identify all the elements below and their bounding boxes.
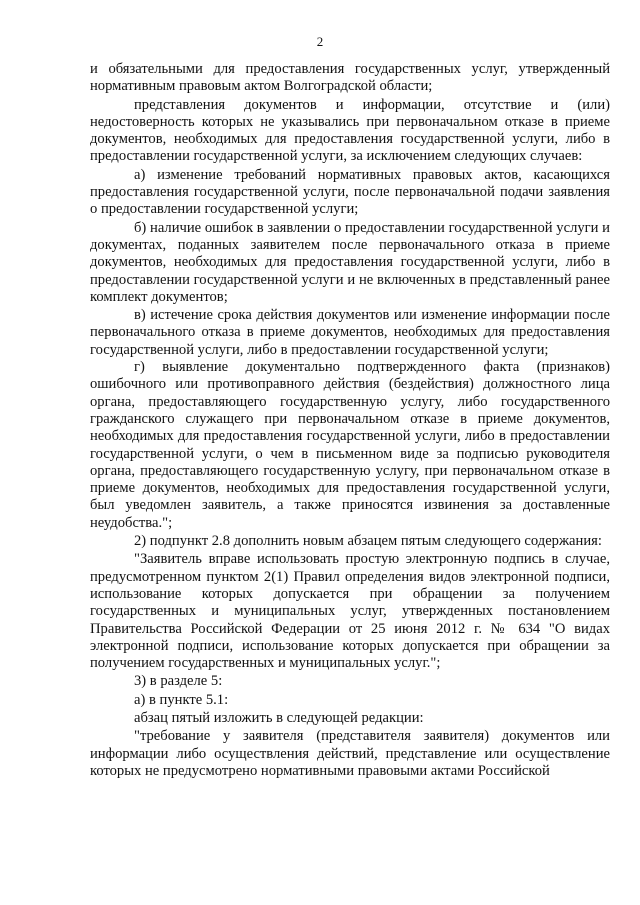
page-number: 2: [316, 34, 324, 49]
paragraph-case-a: а) изменение требований нормативных правовых актов, касающихся предоставления государственной услуги, после первоначальной подачи заявления о предоставлении государственной услуги;: [90, 166, 610, 218]
paragraph-point-5-1: а) в пункте 5.1:: [134, 691, 229, 708]
paragraph-case-v: в) истечение срока действия документов или изменение информации после первоначального отказа в приеме документов, необходимых для предоставления государственной услуги, либо в предоставлении государственной услуги;: [90, 307, 610, 358]
paragraph-documents-information: представления документов и информации, отсутствие и (или) недостоверность которых не указывались при первоначальном отказе в приеме документов, необходимых для предоставления государственной услуги, либо в предоставлении государственной услуги, за исключением следующих случаев:: [90, 96, 610, 165]
document-body: [90, 61, 610, 780]
paragraph-case-b: б) наличие ошибок в заявлении о предоставлении государственной услуги и документах, поданных заявителем после первоначального отказа в приеме документов, необходимых для предоставления государственной услуги, либо в предоставлении государственной услуги и не включенных в представленный ранее комплект документов;: [90, 219, 610, 305]
paragraph-fifth-abzac: абзац пятый изложить в следующей редакции:: [134, 709, 424, 726]
paragraph-electronic-signature: "Заявитель вправе использовать простую электронную подпись в случае, предусмотренном пунктом 2(1) Правил определения видов электронной подписи, использование которых допускается при обращении за получением государственных и муниципальных услуг, утвержденных постановлением Правительства Российской Федерации от 25 июня 2012 г. № 634 "О видах электронной подписи, использование которых допускается при обращении за получением государственных и муниципальных услуг.";: [90, 551, 610, 672]
paragraph-requirement: "требование у заявителя (представителя заявителя) документов или информации либо осуществления действий, представление или осуществление которых не предусмотрено нормативными правовыми актами Российской: [90, 728, 610, 779]
paragraph-continuation: и обязательными для предоставления государственных услуг, утвержденный нормативным правовым актом Волгоградской области;: [90, 61, 610, 95]
paragraph-subpoint-2-8: 2) подпункт 2.8 дополнить новым абзацем пятым следующего содержания:: [134, 533, 602, 550]
paragraph-case-g: г) выявление документально подтвержденного факта (признаков) ошибочного или противоправного действия (бездействия) должностного лица органа, предоставляющего государственную услугу, либо государственного гражданского служащего при первоначальном отказе в приеме документов, необходимых для предоставления государственной услуги, либо в предоставлении государственной услуги, о чем в письменном виде за подписью руководителя органа, предоставляющего государственную услугу, при первоначальном отказе в приеме документов, необходимых для предоставления государственной услуги, был уведомлен заявитель, а также приносятся извинения за доставленные неудобства.";: [90, 359, 610, 531]
paragraph-section-5: 3) в разделе 5:: [134, 673, 223, 690]
